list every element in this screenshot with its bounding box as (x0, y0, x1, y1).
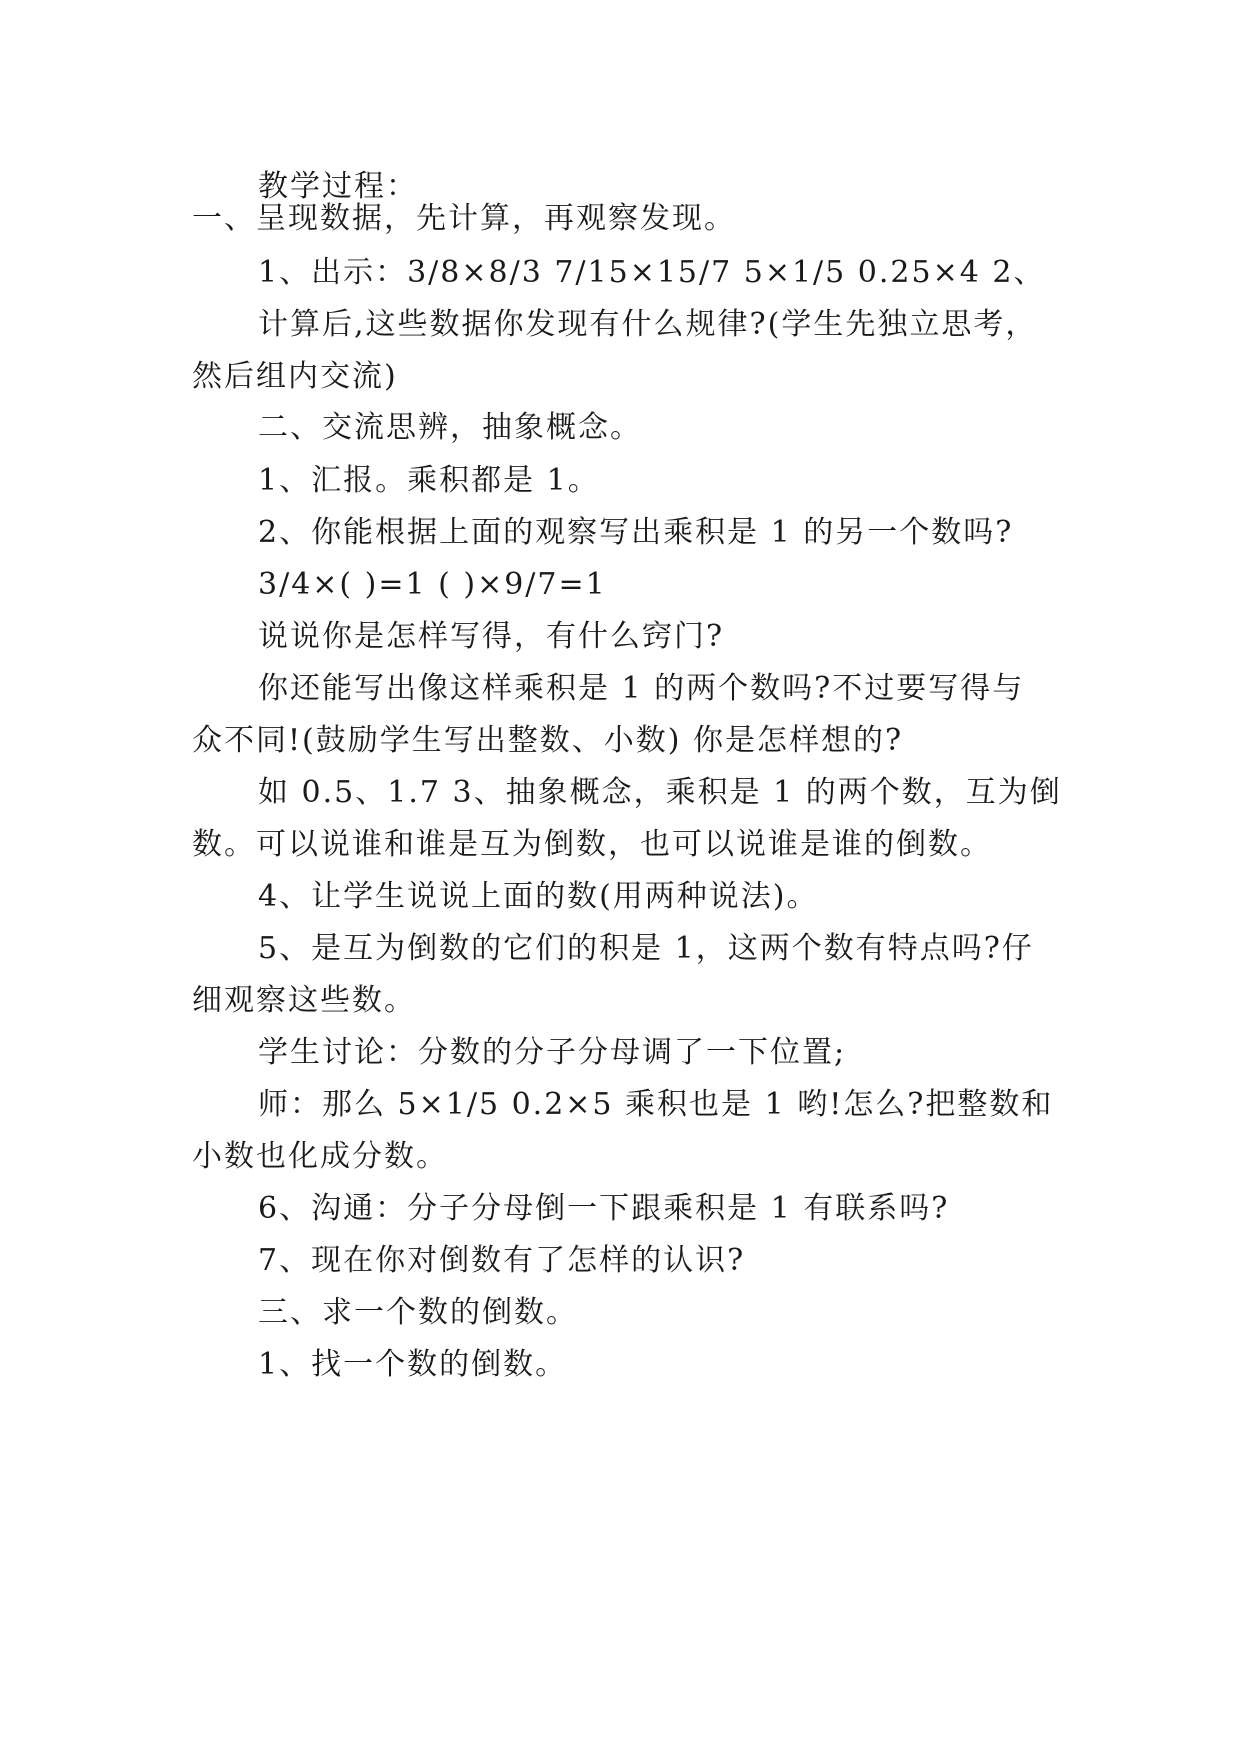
section-heading: 一、呈现数据，先计算，再观察发现。 (192, 201, 736, 236)
text-line: 3/4×( )=1 ( )×9/7=1 (258, 567, 607, 602)
text-line: 说说你是怎样写得，有什么窍门? (258, 619, 725, 654)
text-line: 1、出示：3/8×8/3 7/15×15/7 5×1/5 0.25×4 2、 (258, 255, 1046, 290)
text-line: 细观察这些数。 (192, 983, 416, 1018)
text-line: 然后组内交流) (192, 359, 398, 394)
text-line: 6、沟通：分子分母倒一下跟乘积是 1 有联系吗? (258, 1191, 950, 1226)
text-line: 4、让学生说说上面的数(用两种说法)。 (258, 879, 819, 914)
text-line: 学生讨论：分数的分子分母调了一下位置; (258, 1035, 847, 1070)
text-line: 小数也化成分数。 (192, 1139, 448, 1174)
text-line: 师：那么 5×1/5 0.2×5 乘积也是 1 哟!怎么?把整数和 (258, 1087, 1054, 1122)
text-line: 如 0.5、1.7 3、抽象概念，乘积是 1 的两个数，互为倒 (258, 775, 1062, 810)
text-line: 1、找一个数的倒数。 (258, 1347, 568, 1382)
text-line: 教学过程： (258, 169, 418, 204)
text-line: 数。可以说谁和谁是互为倒数，也可以说谁是谁的倒数。 (192, 827, 992, 862)
text-line: 你还能写出像这样乘积是 1 的两个数吗?不过要写得与 (258, 671, 1025, 706)
text-line: 2、你能根据上面的观察写出乘积是 1 的另一个数吗? (258, 515, 1014, 550)
text-line: 7、现在你对倒数有了怎样的认识? (258, 1243, 746, 1278)
text-line: 1、汇报。乘积都是 1。 (258, 463, 600, 498)
text-line: 5、是互为倒数的它们的积是 1，这两个数有特点吗?仔 (258, 931, 1034, 966)
text-line: 众不同!(鼓励学生写出整数、小数) 你是怎样想的? (192, 723, 904, 758)
section-heading: 三、求一个数的倒数。 (258, 1295, 578, 1330)
section-heading: 二、交流思辨，抽象概念。 (258, 410, 642, 445)
text-line: 计算后,这些数据你发现有什么规律?(学生先独立思考， (258, 307, 1038, 342)
